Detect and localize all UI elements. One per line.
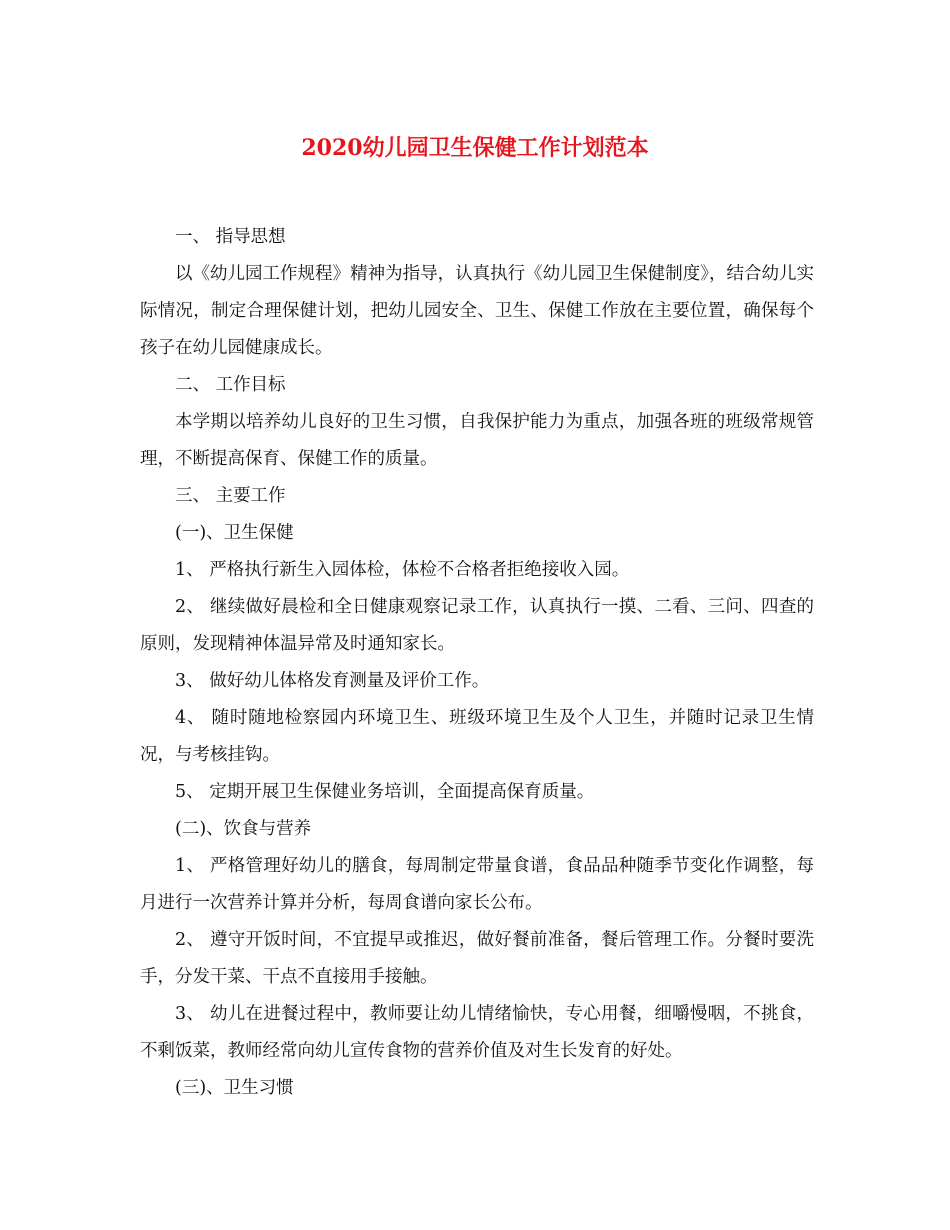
subsection-heading-diet-nutrition: (二)、饮食与营养 — [175, 819, 312, 839]
list-item: 2、 遵守开饭时间，不宜提早或推迟，做好餐前准备，餐后管理工作。分餐时要洗手，分发干菜、干点不直接用手接触。 — [140, 930, 814, 987]
list-item: 5、 定期开展卫生保健业务培训，全面提高保育质量。 — [175, 782, 595, 802]
document-body — [140, 219, 814, 1107]
paragraph-work-goals: 本学期以培养幼儿良好的卫生习惯，自我保护能力为重点，加强各班的班级常规管理，不断提高保育、保健工作的质量。 — [140, 412, 814, 469]
list-item: 1、 严格执行新生入园体检，体检不合格者拒绝接收入园。 — [175, 560, 630, 580]
list-item: 2、 继续做好晨检和全日健康观察记录工作，认真执行一摸、二看、三问、四查的原则，发现精神体温异常及时通知家长。 — [140, 597, 814, 654]
list-item: 4、 随时随地检察园内环境卫生、班级环境卫生及个人卫生，并随时记录卫生情况，与考核挂钩。 — [140, 708, 814, 765]
section-heading-guiding-ideology: 一、 指导思想 — [175, 227, 286, 247]
paragraph-guiding-ideology: 以《幼儿园工作规程》精神为指导，认真执行《幼儿园卫生保健制度》，结合幼儿实际情况，制定合理保健计划，把幼儿园安全、卫生、保健工作放在主要位置，确保每个孩子在幼儿园健康成长。 — [140, 264, 814, 358]
list-item: 3、 做好幼儿体格发育测量及评价工作。 — [175, 671, 490, 691]
document-title: 2020幼儿园卫生保健工作计划范本 — [301, 135, 649, 161]
list-item: 3、 幼儿在进餐过程中，教师要让幼儿情绪愉快，专心用餐，细嚼慢咽，不挑食，不剩饭菜，教师经常向幼儿宣传食物的营养价值及对生长发育的好处。 — [140, 1004, 814, 1061]
list-item: 1、 严格管理好幼儿的膳食，每周制定带量食谱，食品品种随季节变化作调整，每月进行一次营养计算并分析，每周食谱向家长公布。 — [140, 856, 814, 913]
section-heading-work-goals: 二、 工作目标 — [175, 375, 286, 395]
subsection-heading-hygiene-habits: (三)、卫生习惯 — [175, 1078, 294, 1098]
subsection-heading-hygiene-health: (一)、卫生保健 — [175, 523, 294, 543]
section-heading-main-work: 三、 主要工作 — [175, 486, 286, 506]
